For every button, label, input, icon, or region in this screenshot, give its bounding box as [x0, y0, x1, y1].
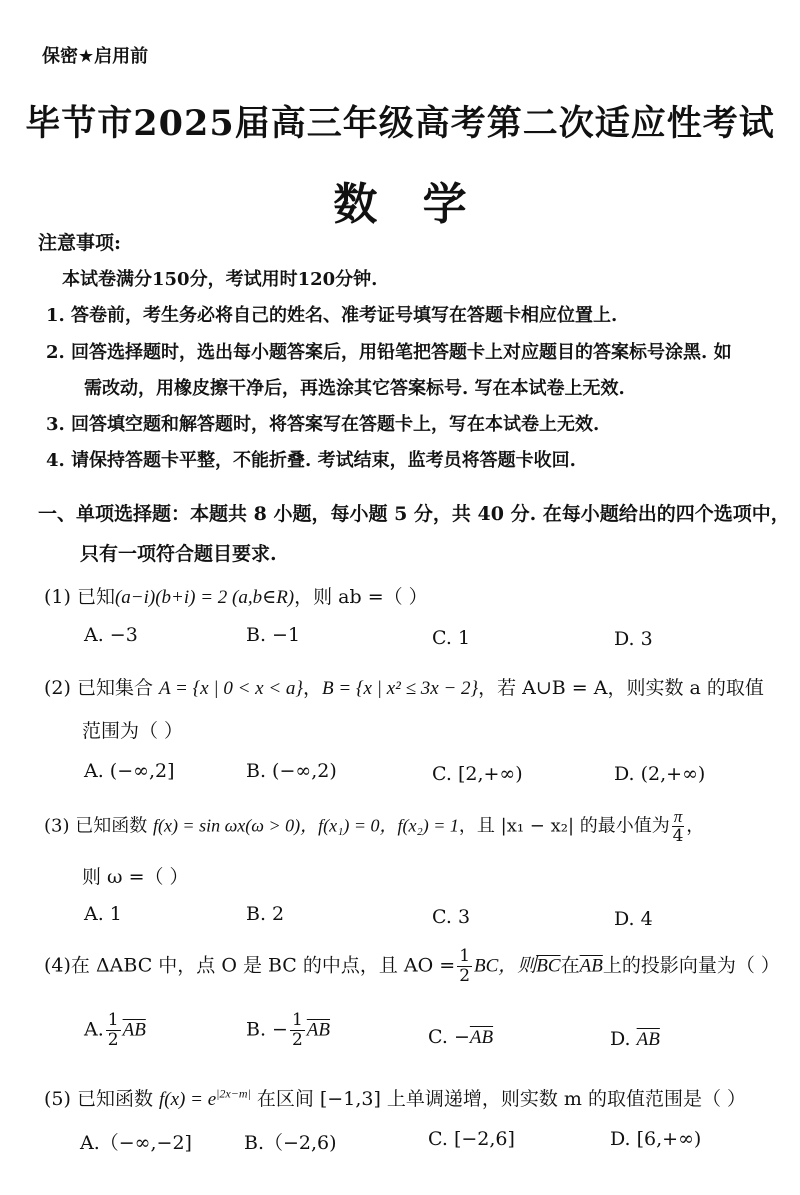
question-1	[44, 582, 428, 609]
q2-stem-post: ，若 A∪B = A，则实数 a 的取值	[478, 677, 764, 699]
q4-option-d	[610, 1028, 660, 1051]
q3-stem-mid: ，且 |x₁ − x₂| 的最小值为	[458, 815, 670, 837]
notes-heading: 注意事项:	[38, 232, 122, 254]
q4-stem-mid1: BC，则	[474, 955, 537, 977]
q4-option-b	[246, 1012, 330, 1049]
q3-option-c: C. 3	[432, 906, 471, 928]
q2-option-b: B. (−∞,2)	[246, 760, 337, 782]
q1-stem-post: ，则 ab =（ ）	[294, 586, 428, 608]
q4-option-c-label: C. −	[428, 1026, 470, 1048]
q2-option-a: A. (−∞,2]	[84, 760, 175, 782]
q4-option-b-fraction	[290, 1012, 305, 1049]
q4-frac-num: 1	[459, 946, 471, 966]
q2-set-b: B = {x | x² ≤ 3x − 2}	[322, 678, 479, 699]
q4-option-c	[428, 1026, 493, 1049]
q4-option-a-den: 2	[107, 1030, 119, 1050]
q4-option-c-vector: $\overline{AB}$	[469, 1027, 494, 1048]
q4-option-a-label: A.	[84, 1018, 104, 1041]
note-item-3: 3. 回答填空题和解答题时，将答案写在答题卡上，写在本试卷上无效.	[46, 414, 600, 435]
q3-frac-num: π	[673, 807, 683, 826]
q3-stem-cont: 则 ω =（ ）	[82, 866, 189, 888]
q1-option-a: A. −3	[84, 624, 138, 646]
exam-title: 毕节市2025届高三年级高考第二次适应性考试	[25, 103, 775, 144]
section-heading-cont: 只有一项符合题目要求.	[80, 543, 277, 565]
q1-option-b: B. −1	[246, 624, 301, 646]
question-2	[44, 673, 764, 700]
q3-stem-end: ，	[686, 815, 705, 837]
q4-option-b-vector: $\overline{AB}$	[306, 1019, 331, 1041]
subject-title: 数 学	[333, 179, 467, 230]
q5-option-c: C. [−2,6]	[428, 1128, 515, 1150]
q4-vector-ab: $\overline{AB}$	[579, 955, 603, 977]
q2-stem-pre: (2) 已知集合	[44, 677, 159, 699]
q5-stem-pre: (5) 已知函数	[44, 1088, 159, 1110]
q4-option-a-vector: $\overline{AB}$	[122, 1019, 146, 1041]
q5-option-b: B.（−2,6)	[244, 1132, 337, 1154]
q4-option-d-vector: $\overline{AB}$	[636, 1029, 660, 1050]
confidential-label: 保密★启用前	[42, 46, 149, 67]
q4-option-b-den: 2	[291, 1030, 303, 1050]
q2-option-c: C. [2,+∞)	[432, 763, 523, 785]
q1-option-c: C. 1	[432, 627, 471, 649]
q3-option-b: B. 2	[246, 903, 285, 925]
q3-option-d: D. 4	[614, 908, 653, 930]
q1-option-d: D. 3	[614, 628, 653, 650]
q4-stem-pre: (4)在 ΔABC 中，点 O 是 BC 的中点，且 AO =	[44, 954, 456, 977]
q5-stem-post: 在区间 [−1,3] 上单调递增，则实数 m 的取值范围是（ ）	[250, 1088, 747, 1110]
note-item-2-cont: 需改动，用橡皮擦干净后，再选涂其它答案标号. 写在本试卷上无效.	[84, 378, 625, 399]
q2-set-a: A = {x | 0 < x < a}	[159, 678, 304, 699]
q4-option-d-label: D.	[610, 1028, 631, 1050]
q4-frac-den: 2	[459, 966, 471, 986]
q4-option-b-label: B. −	[246, 1018, 288, 1041]
q4-option-a-fraction	[106, 1012, 121, 1049]
q5-option-d: D. [6,+∞)	[610, 1128, 702, 1150]
q4-option-b-num: 1	[291, 1010, 303, 1030]
section-heading: 一、单项选择题：本题共 8 小题，每小题 5 分，共 40 分. 在每小题给出的四个选项中，	[38, 503, 790, 525]
question-3	[44, 808, 704, 845]
q2-stem-cont: 范围为（ ）	[82, 720, 184, 742]
note-item-1: 1. 答卷前，考生务必将自己的姓名、准考证号填写在答题卡相应位置上.	[46, 305, 618, 326]
q3-function: f(x) = sin ωx(ω > 0)，f(x₁) = 0，f(x₂) = 1	[152, 815, 459, 836]
q3-stem-pre: (3) 已知函数	[44, 815, 153, 837]
q4-option-a-num: 1	[107, 1010, 119, 1030]
note-item-2: 2. 回答选择题时，选出每小题答案后，用铅笔把答题卡上对应题目的答案标号涂黑. 如	[46, 342, 732, 363]
note-item-4: 4. 请保持答题卡平整，不能折叠. 考试结束，监考员将答题卡收回.	[46, 450, 576, 471]
q3-option-a: A. 1	[84, 903, 122, 925]
q5-function: f(x) = e	[159, 1089, 217, 1110]
q3-frac-den: 4	[672, 826, 684, 846]
q4-vector-bc: $\overline{BC}$	[536, 955, 561, 977]
q5-exponent: |2x−m|	[216, 1086, 251, 1101]
q4-stem-post: 上的投影向量为（ ）	[602, 954, 780, 977]
q1-equation: (a−i)(b+i) = 2 (a,b∈R)	[114, 587, 295, 608]
q3-fraction	[672, 808, 685, 845]
notes-intro: 本试卷满分150分，考试用时120分钟.	[62, 269, 378, 290]
q4-option-a	[84, 1012, 146, 1049]
question-5	[44, 1084, 746, 1111]
question-4	[44, 948, 780, 985]
q2-comma: ，	[303, 677, 323, 699]
q2-option-d: D. (2,+∞)	[614, 763, 706, 785]
q4-stem-mid2: 在	[560, 954, 580, 977]
q1-stem-pre: (1) 已知	[44, 586, 115, 608]
q5-option-a: A.（−∞,−2]	[80, 1132, 192, 1154]
q4-fraction	[457, 948, 472, 985]
